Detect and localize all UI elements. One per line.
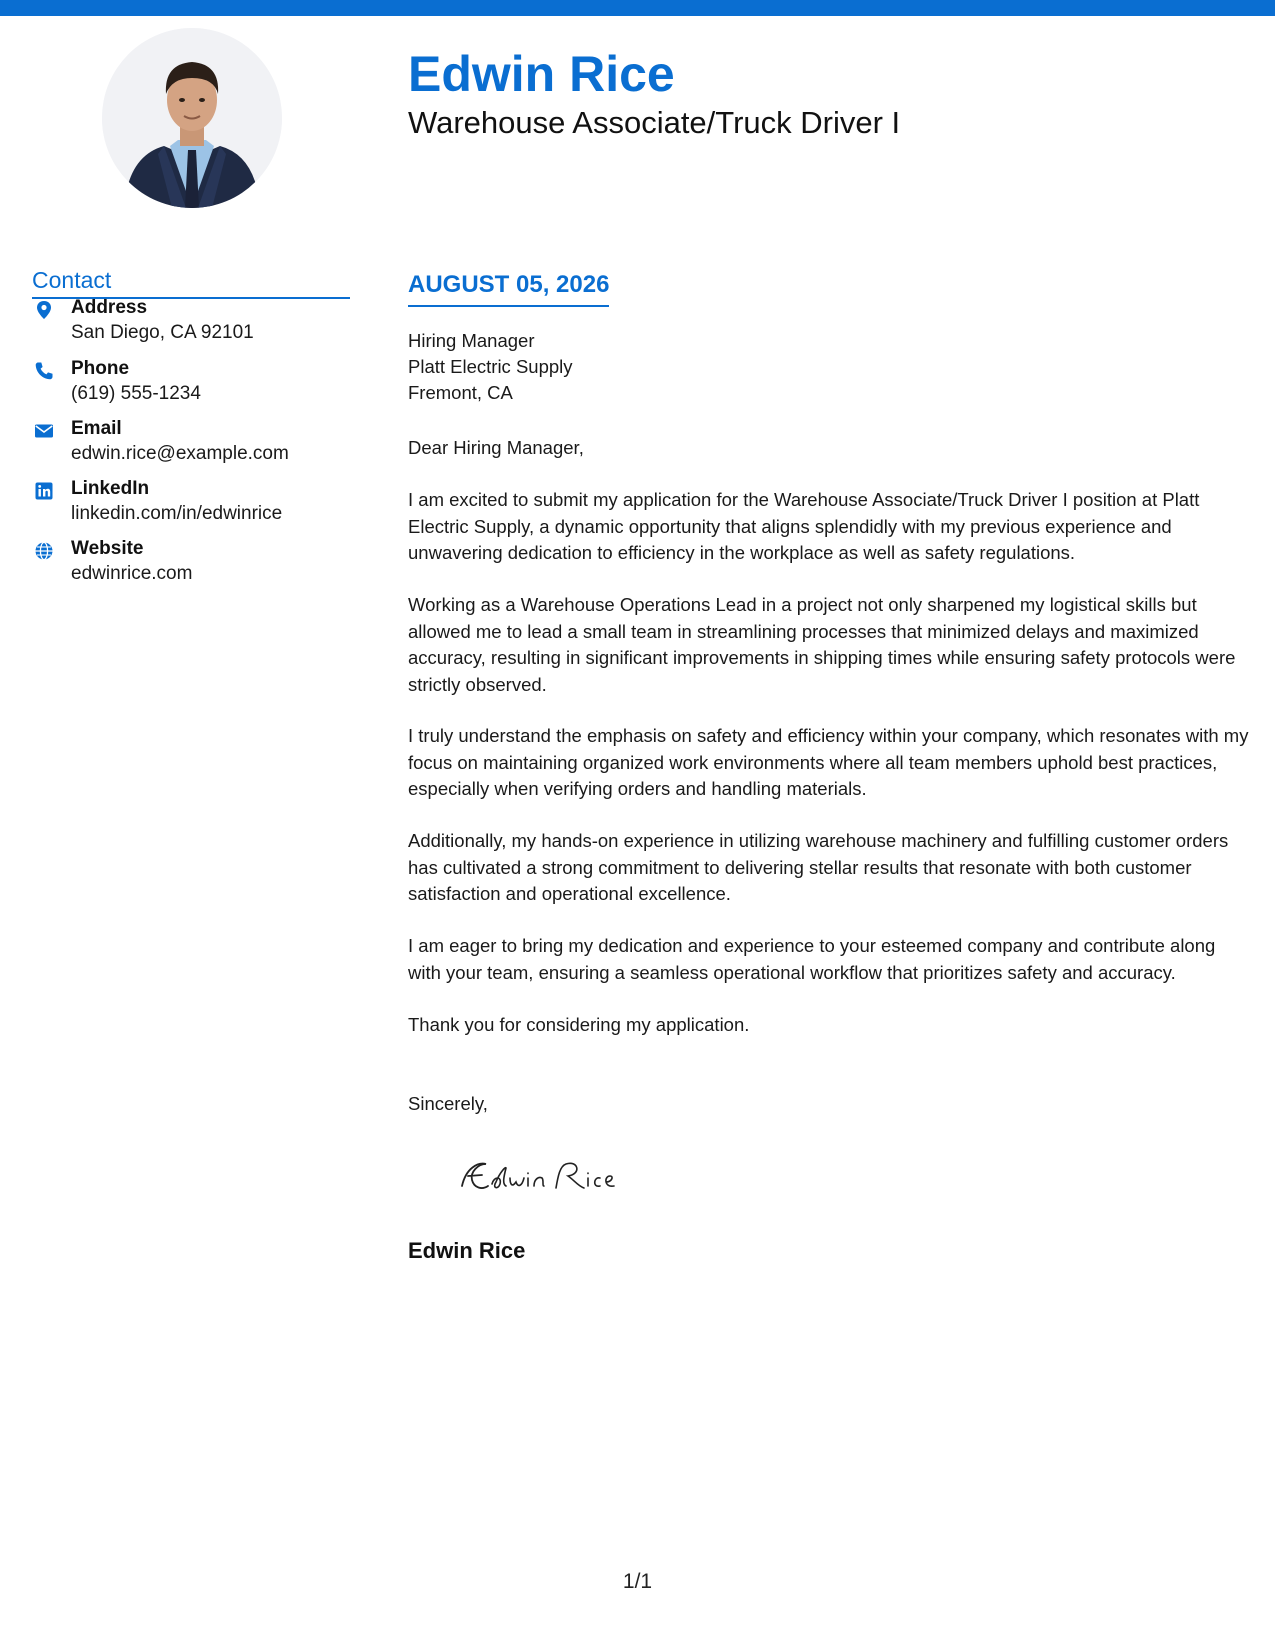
contact-linkedin	[32, 477, 350, 527]
envelope-icon	[34, 421, 54, 441]
signer-name: Edwin Rice	[408, 1238, 526, 1263]
contact-heading: Contact	[32, 266, 350, 299]
person-portrait-icon	[102, 28, 282, 208]
contact-email	[32, 417, 350, 467]
contact-phone	[32, 357, 350, 407]
recipient-block	[408, 328, 573, 406]
page-number: 1/1	[622, 1570, 653, 1593]
handwritten-signature	[448, 1146, 638, 1206]
letter-date: AUGUST 05, 2026	[408, 270, 609, 307]
closing: Sincerely,	[408, 1093, 488, 1114]
recipient-line: Fremont, CA	[408, 382, 513, 403]
contact-value: San Diego, CA 92101	[71, 322, 254, 343]
body-paragraph: Working as a Warehouse Operations Lead in a project not only sharpened my logistical skills but allowed me to lead a small team in streamlining processes that minimized delays and maximized accuracy, resulting in significant improvements in shipping times while ensuring safety protocols were strictly observed.	[408, 594, 1236, 695]
contact-website	[32, 537, 350, 587]
phone-icon	[34, 361, 54, 381]
salutation: Dear Hiring Manager,	[408, 437, 584, 458]
body-paragraph: I am eager to bring my dedication and experience to your esteemed company and contribute along with your team, ensuring a seamless operational workflow that prioritizes safety and accuracy.	[408, 935, 1216, 983]
contact-value[interactable]: linkedin.com/in/edwinrice	[71, 503, 283, 524]
body-paragraph: Additionally, my hands-on experience in utilizing warehouse machinery and fulfilling customer orders has cultivated a strong commitment to delivering stellar results that resonate with both customer satisfaction and operational excellence.	[408, 830, 1229, 904]
contact-label: LinkedIn	[71, 478, 150, 499]
top-accent-bar	[0, 0, 1275, 16]
contact-label: Address	[71, 297, 148, 318]
recipient-line: Hiring Manager	[408, 330, 535, 351]
contact-address	[32, 296, 350, 346]
location-pin-icon	[34, 300, 54, 320]
body-paragraph: Thank you for considering my application.	[408, 1014, 750, 1035]
job-title: Warehouse Associate/Truck Driver I	[408, 105, 901, 140]
recipient-line: Platt Electric Supply	[408, 356, 573, 377]
body-paragraph: I am excited to submit my application for the Warehouse Associate/Truck Driver I position at Platt Electric Supply, a dynamic opportunity that aligns splendidly with my previous experience and unwavering dedication to efficiency in the workplace as well as safety regulations.	[408, 489, 1200, 563]
profile-photo	[102, 28, 282, 208]
globe-icon	[34, 541, 54, 561]
applicant-name: Edwin Rice	[408, 46, 675, 102]
linkedin-icon	[34, 481, 54, 501]
contact-label: Email	[71, 418, 122, 439]
contact-value[interactable]: edwinrice.com	[71, 563, 193, 584]
body-paragraph: I truly understand the emphasis on safety and efficiency within your company, which resonates with my focus on maintaining organized work environments where all team members uphold best practices, especially when verifying orders and handling materials.	[408, 725, 1249, 799]
contact-label: Phone	[71, 358, 130, 379]
contact-value: (619) 555-1234	[71, 383, 201, 404]
contact-value[interactable]: edwin.rice@example.com	[71, 443, 289, 464]
contact-label: Website	[71, 538, 144, 559]
